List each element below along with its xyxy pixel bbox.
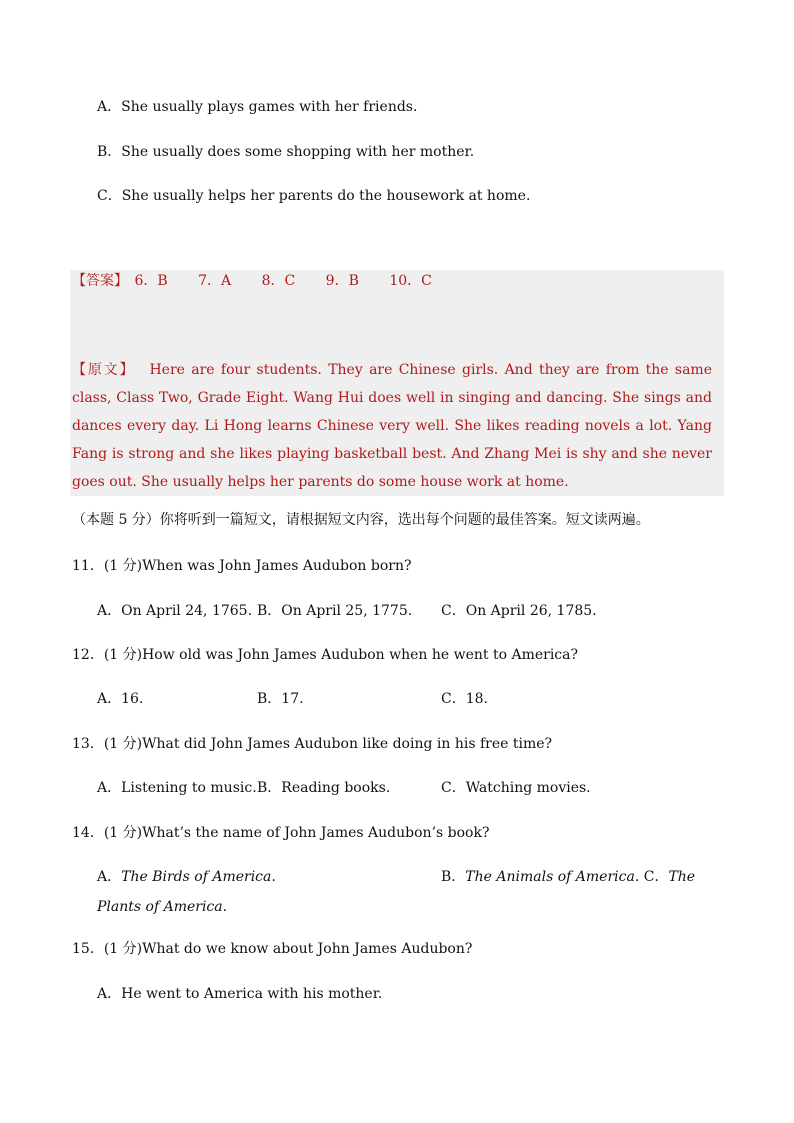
- q13-option-b[interactable]: B．Reading books.: [257, 780, 391, 796]
- answer-item: 7．A: [198, 273, 232, 289]
- book-title-part: Plants of America: [97, 899, 223, 915]
- q12-option-c[interactable]: C．18.: [441, 691, 488, 707]
- answer-item: 6．B: [134, 273, 168, 289]
- option-letter: C．: [97, 188, 122, 204]
- option-letter: A．: [97, 869, 122, 885]
- answer-item: 10．C: [389, 273, 432, 289]
- q14-option-c-continued[interactable]: [97, 897, 227, 917]
- period: .: [222, 899, 228, 915]
- option-text: She usually plays games with her friends.: [121, 99, 418, 115]
- option-a[interactable]: [97, 97, 417, 117]
- book-title-part: The: [668, 869, 696, 885]
- option-text: She usually helps her parents do the housework at home.: [121, 188, 531, 204]
- question-15: 15．(1 分)What do we know about John James Audubon?: [72, 941, 473, 957]
- original-body: Here are four students. They are Chinese girls. And they are from the same class, Class Two, Grade Eight. Wang Hui does well in singing and dancing. She sings and dances every day. Li Hong learns Chinese very well. She likes reading novels a lot. Yang Fang is strong and she likes playing basketball best. And Zhang Mei is shy and she never goes out. She usually helps her parents do some house work at home.: [72, 362, 712, 490]
- answer-tag: 【答案】: [72, 273, 128, 289]
- option-text: She usually does some shopping with her mother.: [121, 144, 475, 160]
- q11-option-a[interactable]: A．On April 24, 1765.: [97, 603, 253, 619]
- q14-option-b[interactable]: [441, 867, 695, 887]
- q14-option-a[interactable]: [97, 867, 276, 887]
- answer-line: [72, 271, 432, 291]
- answer-item: 8．C: [261, 273, 296, 289]
- q12-option-a[interactable]: A．16.: [97, 691, 144, 707]
- original-tag: 【原文】: [72, 362, 136, 378]
- book-title: The Birds of America: [121, 869, 272, 885]
- q13-option-a[interactable]: A．Listening to music.: [97, 780, 257, 796]
- section-intro: （本题 5 分）你将听到一篇短文，请根据短文内容，选出每个问题的最佳答案。短文读两遍。: [72, 512, 650, 528]
- period: .: [634, 869, 640, 885]
- q11-option-c[interactable]: C．On April 26, 1785.: [441, 603, 597, 619]
- option-b[interactable]: [97, 142, 474, 162]
- q11-option-b[interactable]: B．On April 25, 1775.: [257, 603, 413, 619]
- question-14: 14．(1 分)What’s the name of John James Audubon’s book?: [72, 825, 490, 841]
- period: .: [271, 869, 276, 885]
- q14-option-c-letter[interactable]: C．: [643, 869, 669, 885]
- book-title: The Animals of America: [465, 869, 635, 885]
- q15-option-a[interactable]: A．He went to America with his mother.: [97, 986, 383, 1002]
- question-11: 11．(1 分)When was John James Audubon born?: [72, 558, 412, 574]
- option-letter: B．: [441, 869, 466, 885]
- option-letter: B．: [97, 144, 122, 160]
- question-13: 13．(1 分)What did John James Audubon like doing in his free time?: [72, 736, 553, 752]
- original-text: [72, 356, 712, 496]
- answer-item: 9．B: [325, 273, 359, 289]
- q13-option-c[interactable]: C．Watching movies.: [441, 780, 591, 796]
- option-c[interactable]: [97, 186, 530, 206]
- option-letter: A．: [97, 99, 122, 115]
- question-12: 12．(1 分)How old was John James Audubon when he went to America?: [72, 647, 578, 663]
- q12-option-b[interactable]: B．17.: [257, 691, 304, 707]
